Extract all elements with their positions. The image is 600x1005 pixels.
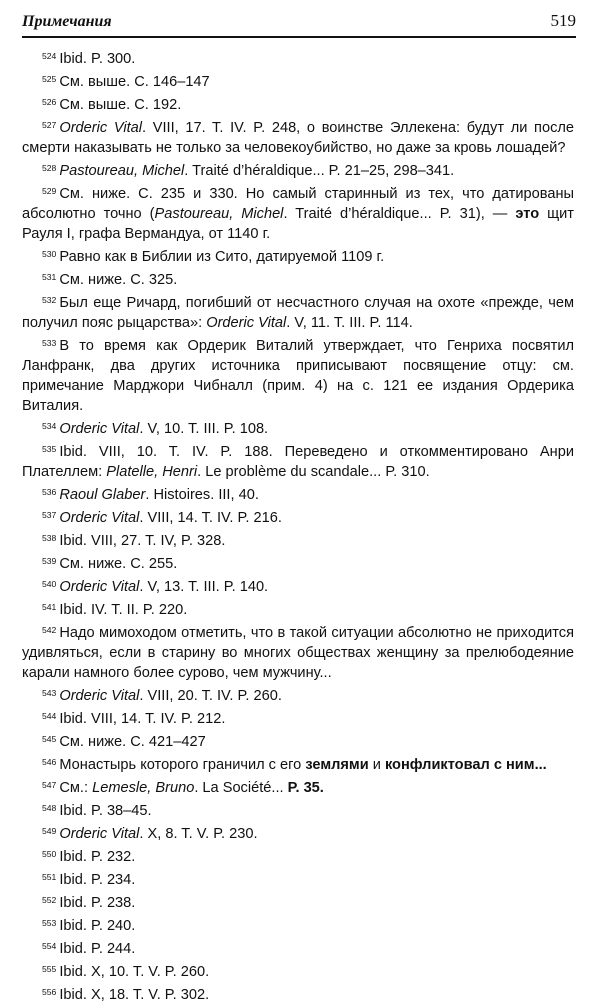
- footnote-number: 540: [42, 579, 57, 589]
- footnote-number: 536: [42, 487, 57, 497]
- footnote-text: . VIII, 20. T. IV. P. 260.: [139, 688, 282, 704]
- footnote-number: 551: [42, 872, 57, 882]
- footnote-text: . V, 13. T. III. P. 140.: [139, 579, 269, 595]
- footnote-text: См. ниже. С. 255.: [59, 556, 178, 572]
- footnote-text: См. ниже. С. 235 и 330. Но самый старинный из тех, что датированы абсолютно точно (: [22, 186, 574, 222]
- footnote: [22, 439, 574, 482]
- footnote-author: Orderic Vital: [59, 579, 140, 595]
- page-number: 519: [550, 11, 576, 30]
- footnote: [22, 290, 574, 333]
- footnote: [22, 115, 574, 158]
- footnote: [22, 959, 574, 982]
- footnote-number: 544: [42, 711, 57, 721]
- footnote-bold-text: землями: [305, 757, 369, 773]
- footnote-text: Ibid. P. 300.: [59, 51, 136, 67]
- footnote-author: Orderic Vital: [59, 120, 142, 136]
- footnote-number: 531: [42, 272, 57, 282]
- header-title: Примечания: [22, 13, 112, 30]
- footnote: [22, 333, 574, 416]
- footnote-author: Platelle, Henri: [106, 464, 198, 480]
- footnote-text: Равно как в Библии из Сито, датируемой 1109 г.: [59, 249, 385, 265]
- footnote-text: . Traité d’héraldique... P. 31), —: [283, 206, 516, 222]
- footnote-text: См. выше. С. 192.: [59, 97, 182, 113]
- footnote-number: 528: [42, 163, 57, 173]
- footnote-number: 535: [42, 444, 57, 454]
- footnote-number: 526: [42, 97, 57, 107]
- footnote-number: 539: [42, 556, 57, 566]
- footnote-text: См.:: [59, 780, 93, 796]
- footnote-number: 546: [42, 757, 57, 767]
- footnote-number: 537: [42, 510, 57, 520]
- footnote-number: 532: [42, 295, 57, 305]
- footnote: [22, 729, 574, 752]
- footnote-text: Ibid. X, 18. T. V. P. 302.: [59, 987, 210, 1003]
- footnote-text: . VIII, 17. T. IV. P. 248, о воинстве Эллекена: будут ли после смерти наказывать не только за человекоубийство, но даже за кровь лошадей?: [22, 120, 575, 156]
- footnote-number: 545: [42, 734, 57, 744]
- footnote-text: . V, 11. T. III. P. 114.: [286, 315, 413, 331]
- footnote-number: 543: [42, 688, 57, 698]
- footnote-text: . Traité d’héraldique... P. 21–25, 298–341.: [184, 163, 455, 179]
- footnote: [22, 181, 574, 244]
- footnote-text: . La Société...: [194, 780, 288, 796]
- footnote-text: Ibid. IV. T. II. P. 220.: [59, 602, 188, 618]
- footnote-text: щит Рауля I, графа Вермандуа, от 1140 г.: [22, 206, 574, 242]
- footnote-text: Ibid. P. 238.: [59, 895, 136, 911]
- footnote-number: 550: [42, 849, 57, 859]
- footnote-text: Ibid. VIII, 14. T. IV. P. 212.: [59, 711, 226, 727]
- footnote-text: См. выше. С. 146–147: [59, 74, 210, 90]
- footnote-text: Ibid. P. 240.: [59, 918, 136, 934]
- footnote-text: . V, 10. T. III. P. 108.: [139, 421, 269, 437]
- footnote-author: Raoul Glaber: [59, 487, 146, 503]
- footnote: [22, 982, 574, 1005]
- footnote: [22, 620, 574, 683]
- footnote-number: 533: [42, 338, 57, 348]
- footnote-number: 524: [42, 51, 57, 61]
- footnote-text: . Histoires. III, 40.: [145, 487, 259, 503]
- footnote-number: 527: [42, 120, 57, 130]
- footnote-number: 534: [42, 421, 57, 431]
- footnote-text: Был еще Ричард, погибший от несчастного случая на охоте «прежде, чем получил пояс рыцарства»:: [22, 295, 574, 331]
- footnote-text: . X, 8. T. V. P. 230.: [139, 826, 258, 842]
- footnote-bold-text: конфликтовал с ним...: [384, 757, 547, 773]
- footnote: [22, 69, 574, 92]
- footnote: [22, 775, 574, 798]
- footnote: [22, 482, 574, 505]
- footnote-text: Ibid. VIII, 27. T. IV, P. 328.: [59, 533, 226, 549]
- footnote-number: 547: [42, 780, 57, 790]
- footnote: [22, 505, 574, 528]
- footnote-number: 529: [42, 186, 57, 196]
- running-header: [22, 6, 576, 38]
- footnote-author: Orderic Vital: [206, 315, 287, 331]
- footnote-text: Ibid. P. 232.: [59, 849, 136, 865]
- footnote-author: Orderic Vital: [59, 826, 140, 842]
- footnote: [22, 597, 574, 620]
- footnote: [22, 890, 574, 913]
- footnote-number: 556: [42, 987, 57, 997]
- footnote: [22, 551, 574, 574]
- footnote-text: и: [368, 757, 385, 773]
- footnote-author: Lemesle, Bruno: [92, 780, 195, 796]
- footnote-text: Ibid. P. 234.: [59, 872, 136, 888]
- footnote: [22, 798, 574, 821]
- footnote: [22, 821, 574, 844]
- footnote-text: Ibid. P. 244.: [59, 941, 136, 957]
- footnote-text: Монастырь которого граничил с его: [59, 757, 306, 773]
- footnote-number: 552: [42, 895, 57, 905]
- footnote: [22, 158, 574, 181]
- footnote: [22, 416, 574, 439]
- footnote-number: 541: [42, 602, 57, 612]
- footnote-author: Orderic Vital: [59, 688, 140, 704]
- footnote-number: 530: [42, 249, 57, 259]
- footnote: [22, 867, 574, 890]
- footnote: [22, 936, 574, 959]
- footnote: [22, 752, 574, 775]
- footnote-author: Pastoureau, Michel: [59, 163, 185, 179]
- footnote-number: 548: [42, 803, 57, 813]
- footnote-number: 555: [42, 964, 57, 974]
- footnote-text: Ibid. X, 10. T. V. P. 260.: [59, 964, 210, 980]
- footnote-number: 553: [42, 918, 57, 928]
- footnote-number: 549: [42, 826, 57, 836]
- footnote-text: См. ниже. С. 325.: [59, 272, 178, 288]
- notes-list: [22, 46, 574, 1005]
- footnote-number: 542: [42, 625, 57, 635]
- footnote-text: Ibid. VIII, 10. T. IV. P. 188. Переведено и откомментировано Анри Плателлем:: [22, 444, 574, 480]
- footnote-text: . Le problème du scandale... P. 310.: [197, 464, 430, 480]
- footnote: [22, 683, 574, 706]
- footnote-text: Ibid. P. 38–45.: [59, 803, 152, 819]
- footnote-author: Orderic Vital: [59, 421, 140, 437]
- footnote: [22, 706, 574, 729]
- footnote: [22, 528, 574, 551]
- footnote-bold-text: P. 35.: [287, 780, 324, 796]
- footnote: [22, 46, 574, 69]
- footnote: [22, 92, 574, 115]
- footnote: [22, 844, 574, 867]
- footnote: [22, 244, 574, 267]
- footnote: [22, 574, 574, 597]
- footnote-text: . VIII, 14. T. IV. P. 216.: [139, 510, 282, 526]
- footnote-text: Надо мимоходом отметить, что в такой ситуации абсолютно не приходится удивляться, если в старину во многих обществах женщину за прелюбодеяние карали намного более сурово, чем мужчину...: [22, 625, 574, 681]
- footnote: [22, 267, 574, 290]
- footnote-text: См. ниже. С. 421–427: [59, 734, 206, 750]
- footnote-text: В то время как Ордерик Виталий утверждает, что Генриха посвятил Ланфранк, два других источника приписывают посвящение отцу: см. примечание Марджори Чибналл (прим. 4) на с. 121 ее издания Ордерика Виталия.: [22, 338, 574, 414]
- footnote-author: Orderic Vital: [59, 510, 140, 526]
- footnote-number: 525: [42, 74, 57, 84]
- footnote-bold-text: это: [515, 206, 540, 222]
- footnote-number: 538: [42, 533, 57, 543]
- footnote-number: 554: [42, 941, 57, 951]
- footnote-author: Pastoureau, Michel: [154, 206, 284, 222]
- footnote: [22, 913, 574, 936]
